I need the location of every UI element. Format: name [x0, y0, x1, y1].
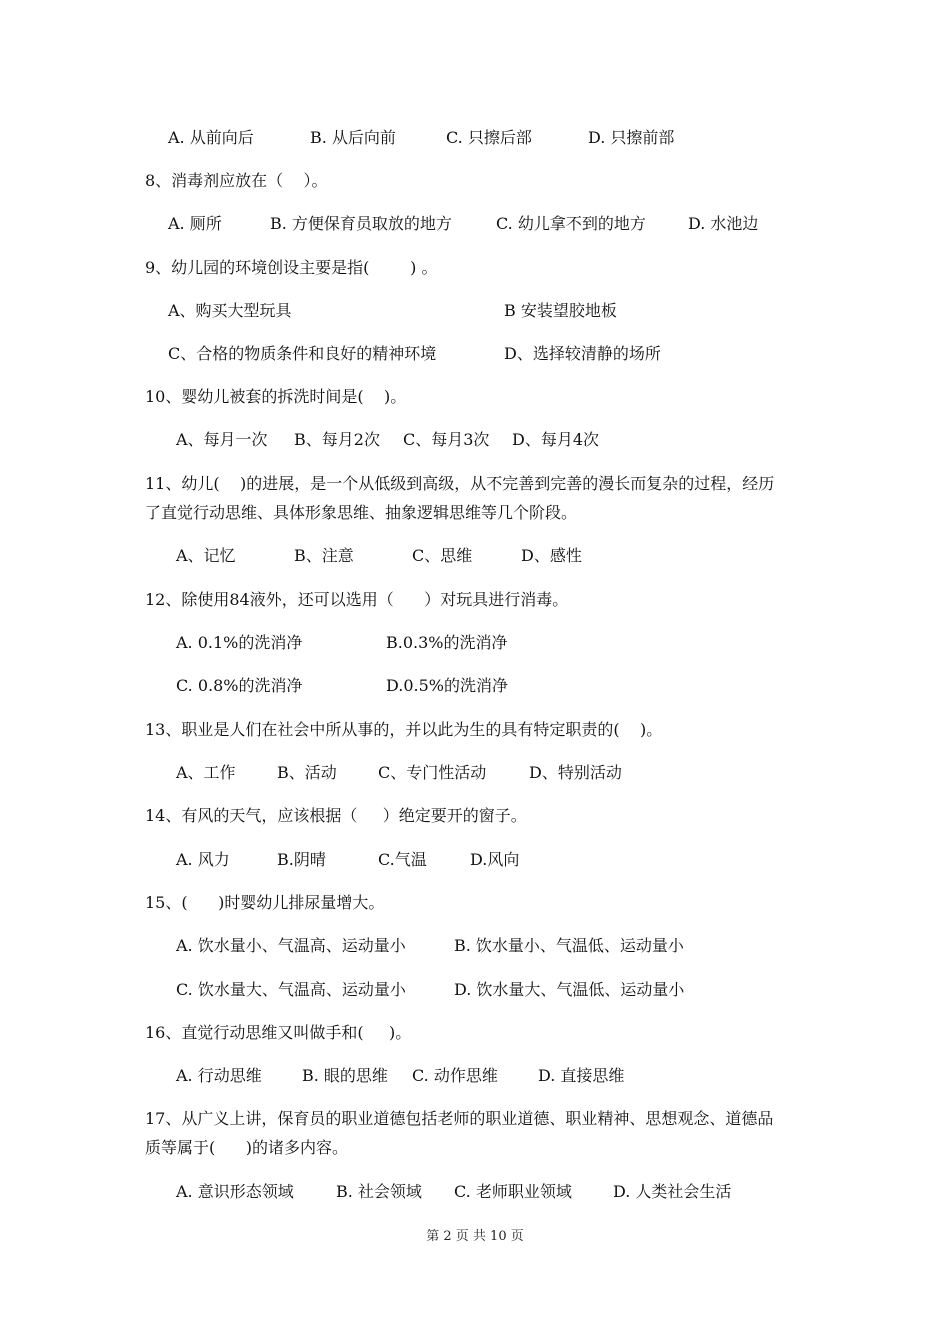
q8-option-d: D. 水池边: [688, 214, 759, 233]
q9-option-b: B 安装望胶地板: [504, 301, 617, 320]
q10-option-a: A、每月一次: [176, 430, 268, 449]
q12-option-c: C. 0.8%的洗消净: [176, 676, 303, 695]
q8-option-c: C. 幼儿拿不到的地方: [496, 214, 646, 233]
q7-option-a: A. 从前向后: [168, 128, 254, 147]
q16-option-c: C. 动作思维: [412, 1066, 498, 1085]
q11-question-line2: 了直觉行动思维、具体形象思维、抽象逻辑思维等几个阶段。: [145, 503, 578, 522]
q13-option-b: B、活动: [277, 763, 337, 782]
q10-question: 10、婴幼儿被套的拆洗时间是( )。: [145, 387, 407, 406]
q16-option-d: D. 直接思维: [538, 1066, 625, 1085]
q11-option-c: C、思维: [412, 546, 473, 565]
q13-question: 13、职业是人们在社会中所从事的，并以此为生的具有特定职责的( )。: [145, 720, 663, 739]
q11-option-b: B、注意: [294, 546, 354, 565]
q16-option-a: A. 行动思维: [176, 1066, 262, 1085]
q14-option-d: D.风向: [470, 850, 520, 869]
q9-option-c: C、合格的物质条件和良好的精神环境: [168, 344, 437, 363]
q9-option-a: A、购买大型玩具: [168, 301, 292, 320]
q11-question-line1: 11、幼儿( )的进展，是一个从低级到高级，从不完善到完善的漫长而复杂的过程，经历: [145, 474, 775, 493]
q12-question: 12、除使用84液外，还可以选用（ ）对玩具进行消毒。: [145, 590, 569, 609]
q14-option-c: C.气温: [378, 850, 427, 869]
q15-option-d: D. 饮水量大、气温低、运动量小: [454, 980, 685, 999]
q17-option-c: C. 老师职业领域: [454, 1182, 572, 1201]
q15-option-c: C. 饮水量大、气温高、运动量小: [176, 980, 406, 999]
q17-option-b: B. 社会领域: [336, 1182, 422, 1201]
q17-option-a: A. 意识形态领域: [176, 1182, 294, 1201]
q9-question: 9、幼儿园的环境创设主要是指( ) 。: [145, 258, 438, 277]
q17-question-line2: 质等属于( )的诸多内容。: [145, 1138, 349, 1157]
q7-option-c: C. 只擦后部: [446, 128, 532, 147]
q15-option-b: B. 饮水量小、气温低、运动量小: [454, 936, 684, 955]
q14-option-a: A. 风力: [176, 850, 230, 869]
q12-option-a: A. 0.1%的洗消净: [176, 633, 303, 652]
q16-option-b: B. 眼的思维: [302, 1066, 388, 1085]
q15-question: 15、( )时婴幼儿排尿量增大。: [145, 893, 385, 912]
q12-option-d: D.0.5%的洗消净: [386, 676, 508, 695]
q13-option-c: C、专门性活动: [378, 763, 487, 782]
q8-question: 8、消毒剂应放在（ ）。: [145, 171, 328, 190]
q10-option-d: D、每月4次: [512, 430, 600, 449]
q11-option-d: D、感性: [521, 546, 582, 565]
q10-option-c: C、每月3次: [403, 430, 490, 449]
q17-option-d: D. 人类社会生活: [613, 1182, 732, 1201]
q16-question: 16、直觉行动思维又叫做手和( )。: [145, 1023, 412, 1042]
q13-option-d: D、特别活动: [529, 763, 622, 782]
q13-option-a: A、工作: [176, 763, 236, 782]
q17-question-line1: 17、从广义上讲，保育员的职业道德包括老师的职业道德、职业精神、思想观念、道德品: [145, 1109, 774, 1128]
q7-option-b: B. 从后向前: [310, 128, 396, 147]
q14-option-b: B.阴晴: [277, 850, 326, 869]
q11-option-a: A、记忆: [176, 546, 236, 565]
q12-option-b: B.0.3%的洗消净: [386, 633, 508, 652]
q7-option-d: D. 只擦前部: [588, 128, 675, 147]
page-footer: 第 2 页 共 10 页: [426, 1229, 524, 1244]
q10-option-b: B、每月2次: [294, 430, 380, 449]
q8-option-b: B. 方便保育员取放的地方: [270, 214, 452, 233]
q15-option-a: A. 饮水量小、气温高、运动量小: [176, 936, 406, 955]
q8-option-a: A. 厕所: [168, 214, 222, 233]
q9-option-d: D、选择较清静的场所: [504, 344, 661, 363]
q14-question: 14、有风的天气，应该根据（ ）绝定要开的窗子。: [145, 806, 527, 825]
